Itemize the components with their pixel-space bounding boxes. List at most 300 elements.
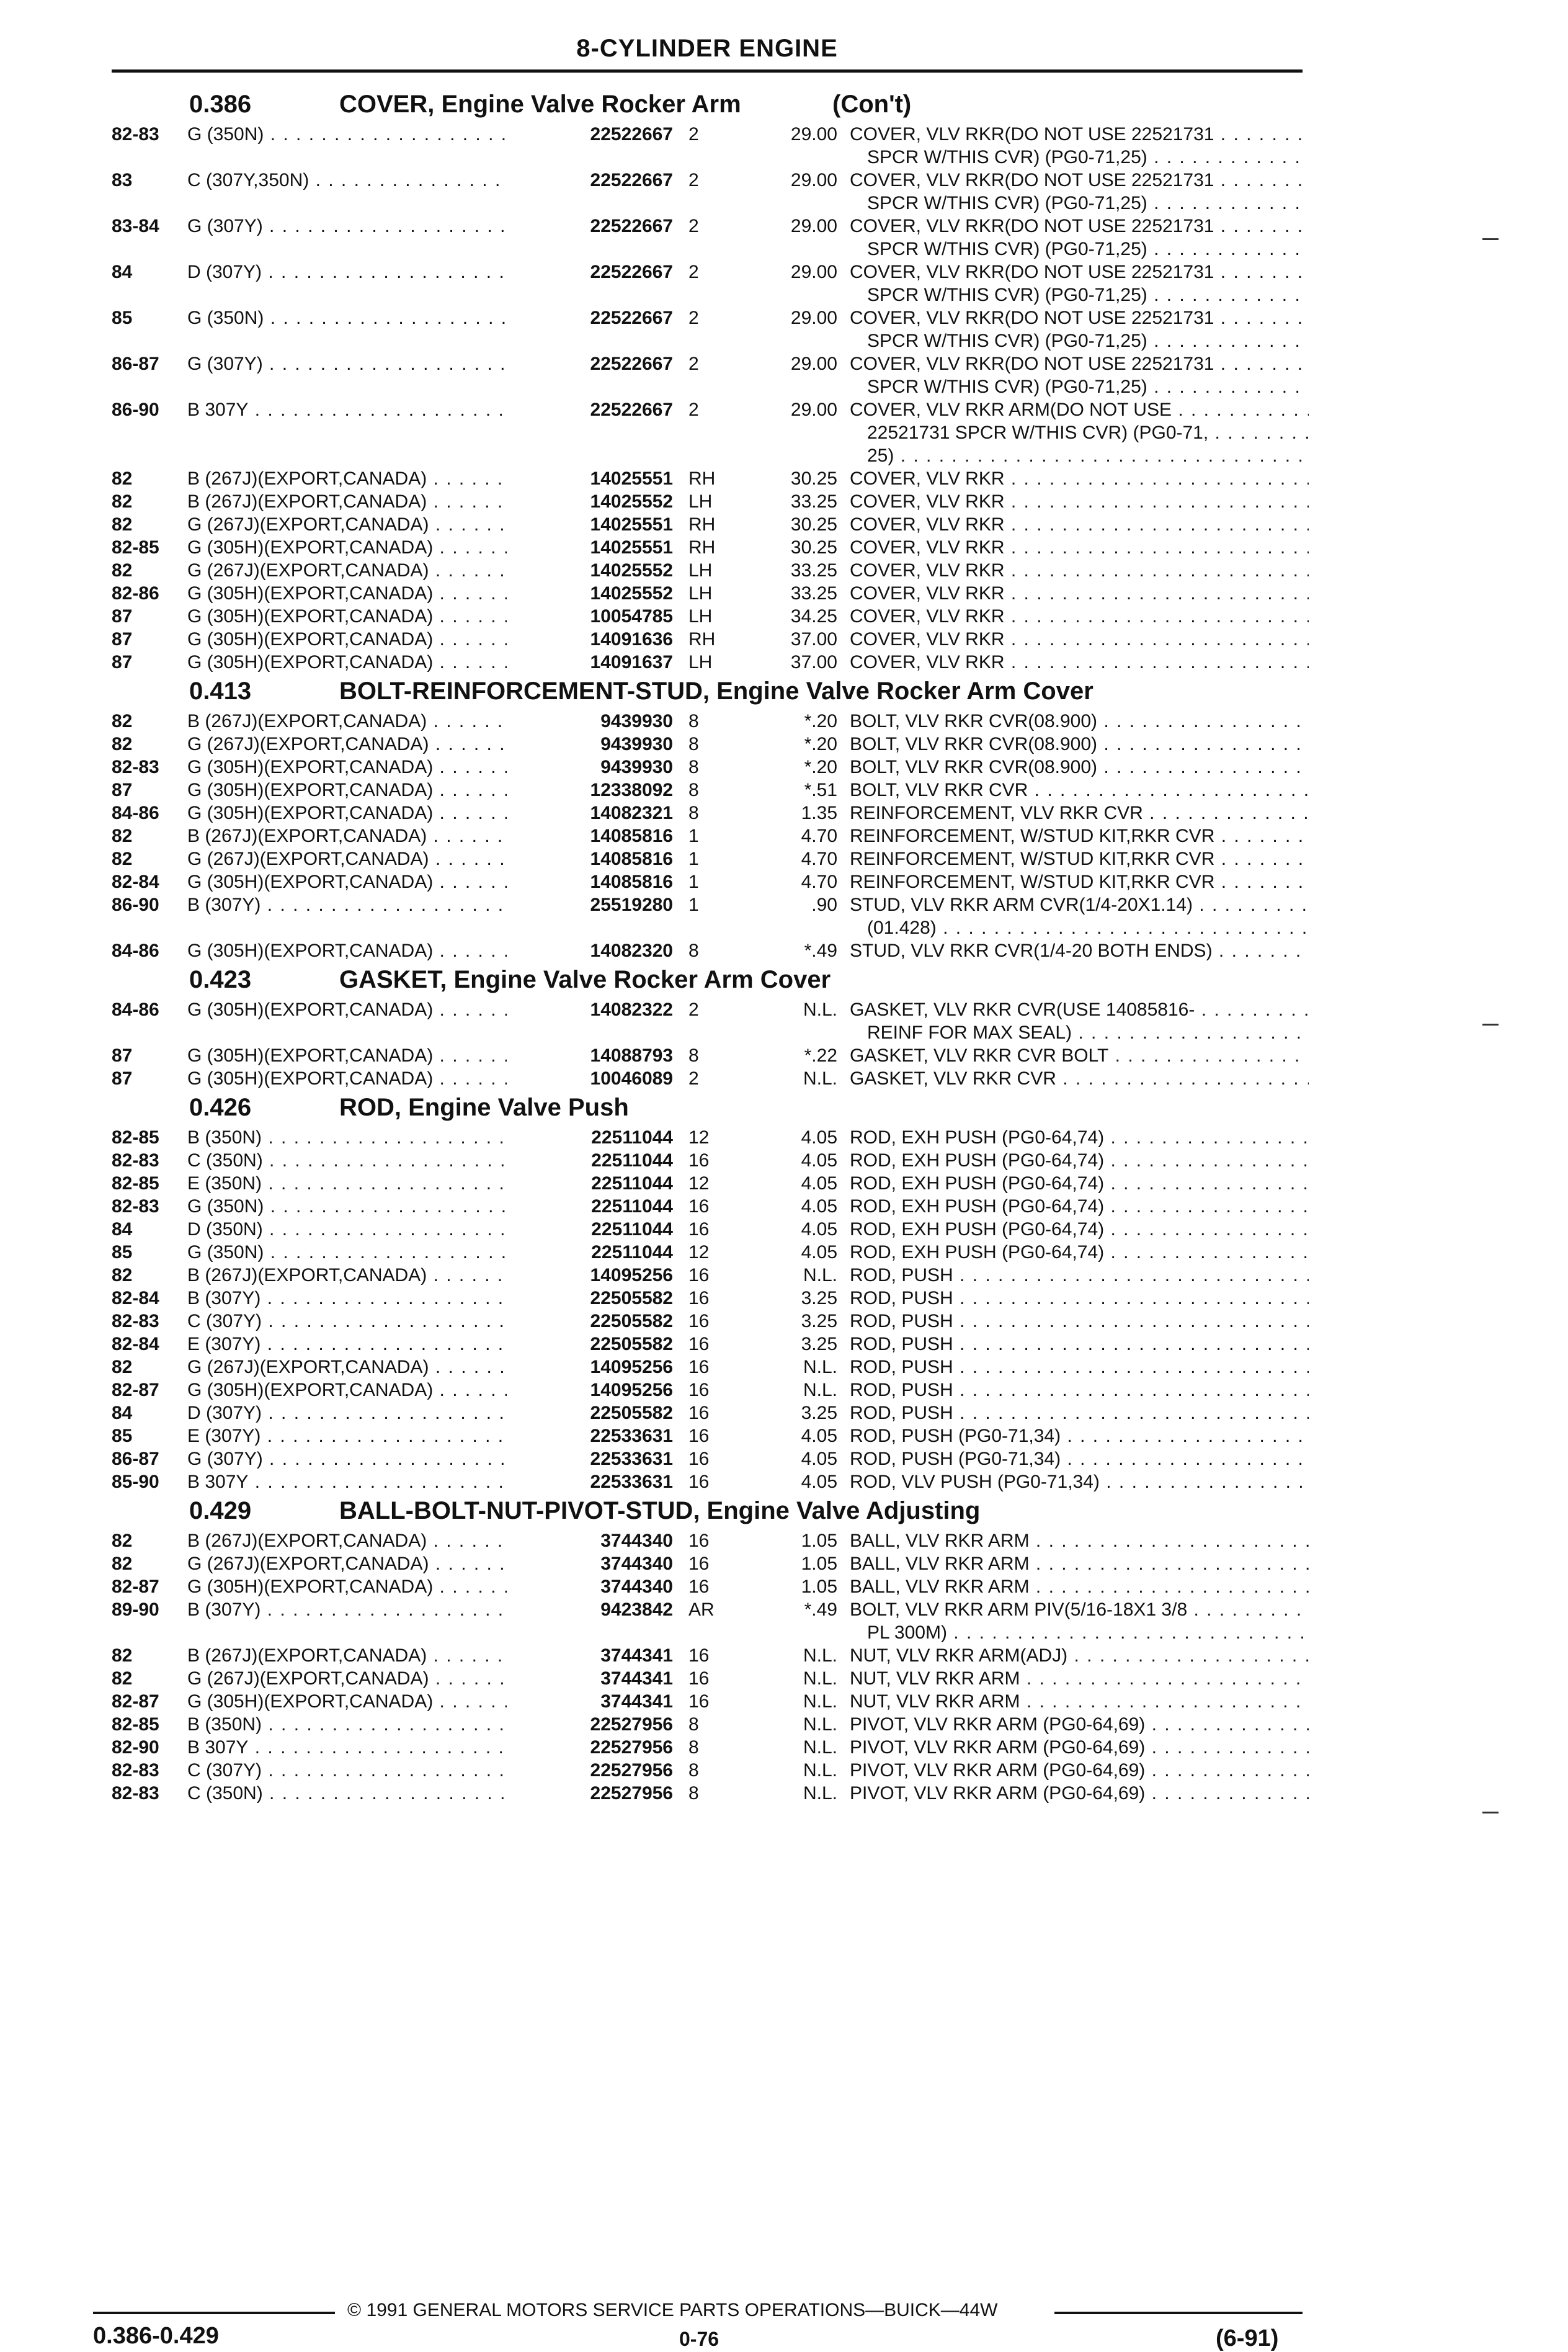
- quantity: 16: [688, 1219, 710, 1240]
- body-engine: G (305H)(EXPORT,CANADA) . . .: [187, 998, 507, 1021]
- footer-page-number: 0-76: [679, 2328, 719, 2350]
- price: 4.05: [801, 1426, 837, 1446]
- part-number: 22527956: [590, 1783, 673, 1804]
- body-engine: G (305H)(EXPORT,CANADA) . . .: [187, 870, 507, 893]
- description-line: COVER, VLV RKR . . .: [850, 651, 1309, 674]
- page-header-title: 8-CYLINDER ENGINE: [576, 35, 838, 62]
- body-engine: G (350N) . . .: [187, 1241, 507, 1264]
- description-line: ROD, PUSH . . .: [850, 1333, 1309, 1356]
- part-description: [850, 1470, 1309, 1493]
- body-engine: G (307Y) . . .: [187, 352, 507, 375]
- part-description: [850, 1644, 1309, 1667]
- body-engine: D (307Y) . . .: [187, 1402, 507, 1424]
- part-number: 14091636: [590, 629, 673, 650]
- margin-mark: [1482, 1812, 1499, 1813]
- price: 29.00: [790, 354, 837, 374]
- part-row: [112, 870, 1309, 893]
- part-description: [850, 1333, 1309, 1356]
- part-row: [112, 1402, 1309, 1424]
- description-line: NUT, VLV RKR ARM . . .: [850, 1667, 1309, 1690]
- part-number: 22511044: [591, 1242, 673, 1263]
- part-row: [112, 710, 1309, 733]
- model-year: 83: [112, 170, 133, 190]
- quantity: 8: [688, 803, 699, 823]
- part-number: 22527956: [590, 1760, 673, 1781]
- model-year: 82: [112, 1668, 133, 1689]
- section-name: COVER, Engine Valve Rocker Arm: [339, 91, 741, 118]
- model-year: 87: [112, 629, 133, 650]
- price: 3.25: [801, 1334, 837, 1354]
- part-number: 14095256: [590, 1380, 673, 1400]
- part-number: 22505582: [590, 1334, 673, 1354]
- model-year: 87: [112, 780, 133, 800]
- section-name: BOLT-REINFORCEMENT-STUD, Engine Valve Rocker Arm Cover: [339, 677, 1094, 705]
- body-engine: G (267J)(EXPORT,CANADA) . . .: [187, 1552, 507, 1575]
- model-year: 82-84: [112, 872, 159, 892]
- part-row: [112, 1287, 1309, 1310]
- price: 29.00: [790, 262, 837, 282]
- price: 37.00: [790, 652, 837, 673]
- body-engine: G (305H)(EXPORT,CANADA) . . .: [187, 802, 507, 825]
- quantity: LH: [688, 583, 713, 604]
- model-year: 82: [112, 491, 133, 512]
- model-year: 82: [112, 468, 133, 489]
- part-row: [112, 1333, 1309, 1356]
- part-description: [850, 998, 1309, 1044]
- quantity: 8: [688, 1045, 699, 1066]
- part-description: [850, 1195, 1309, 1218]
- part-description: [850, 1067, 1309, 1090]
- part-number: 9439930: [600, 757, 673, 777]
- quantity: 12: [688, 1127, 710, 1148]
- model-year: 82-84: [112, 1288, 159, 1308]
- part-row: [112, 651, 1309, 674]
- part-number: 22511044: [591, 1127, 673, 1148]
- model-year: 83-84: [112, 216, 159, 236]
- description-line: COVER, VLV RKR . . .: [850, 582, 1309, 605]
- part-row: [112, 1379, 1309, 1402]
- part-description: [850, 1379, 1309, 1402]
- part-number: 22527956: [590, 1737, 673, 1758]
- description-line: COVER, VLV RKR . . .: [850, 628, 1309, 651]
- description-line: COVER, VLV RKR . . .: [850, 467, 1309, 490]
- model-year: 82-84: [112, 1334, 159, 1354]
- body-engine: B (350N) . . .: [187, 1713, 507, 1736]
- description-line: SPCR W/THIS CVR) (PG0-71,25) . . .: [850, 146, 1309, 169]
- description-line: REINFORCEMENT, W/STUD KIT,RKR CVR . . .: [850, 847, 1309, 870]
- body-engine: G (305H)(EXPORT,CANADA) . . .: [187, 536, 507, 559]
- model-year: 82-83: [112, 124, 159, 145]
- model-year: 84: [112, 1219, 133, 1240]
- price: 33.25: [790, 560, 837, 581]
- body-engine: B (307Y) . . .: [187, 1287, 507, 1310]
- part-row: [112, 169, 1309, 215]
- price: N.L.: [803, 999, 837, 1020]
- part-number: 22533631: [590, 1449, 673, 1469]
- price: 37.00: [790, 629, 837, 650]
- body-engine: B (267J)(EXPORT,CANADA) . . .: [187, 825, 507, 847]
- section-heading: [112, 1493, 1309, 1529]
- part-description: [850, 513, 1309, 536]
- price: 4.05: [801, 1127, 837, 1148]
- quantity: LH: [688, 652, 713, 673]
- part-number: 14082321: [590, 803, 673, 823]
- model-year: 85-90: [112, 1472, 159, 1492]
- description-line: COVER, VLV RKR ARM(DO NOT USE . . .: [850, 398, 1309, 421]
- quantity: 2: [688, 308, 699, 328]
- part-description: [850, 467, 1309, 490]
- body-engine: G (267J)(EXPORT,CANADA) . . .: [187, 1356, 507, 1379]
- model-year: 82-83: [112, 757, 159, 777]
- part-row: [112, 628, 1309, 651]
- part-description: [850, 1241, 1309, 1264]
- description-line: BALL, VLV RKR ARM . . .: [850, 1575, 1309, 1598]
- description-line: SPCR W/THIS CVR) (PG0-71,25) . . .: [850, 375, 1309, 398]
- part-row: [112, 1759, 1309, 1782]
- section-code: 0.429: [189, 1497, 252, 1524]
- model-year: 82: [112, 849, 133, 869]
- price: N.L.: [803, 1691, 837, 1712]
- model-year: 82-83: [112, 1760, 159, 1781]
- body-engine: C (350N) . . .: [187, 1782, 507, 1805]
- quantity: 2: [688, 354, 699, 374]
- quantity: 16: [688, 1334, 710, 1354]
- description-line: ROD, PUSH . . .: [850, 1379, 1309, 1402]
- quantity: 16: [688, 1357, 710, 1377]
- part-number: 22522667: [590, 170, 673, 190]
- quantity: 16: [688, 1472, 710, 1492]
- part-description: [850, 1172, 1309, 1195]
- model-year: 82-83: [112, 1196, 159, 1217]
- model-year: 87: [112, 652, 133, 673]
- part-row: [112, 1552, 1309, 1575]
- description-line: PIVOT, VLV RKR ARM (PG0-64,69) . . .: [850, 1736, 1309, 1759]
- price: 30.25: [790, 537, 837, 558]
- section-name: ROD, Engine Valve Push: [339, 1094, 629, 1121]
- part-number: 9439930: [600, 734, 673, 754]
- part-number: 3744340: [600, 1531, 673, 1551]
- price: N.L.: [803, 1783, 837, 1804]
- part-number: 12338092: [590, 780, 673, 800]
- description-line: ROD, EXH PUSH (PG0-64,74) . . .: [850, 1241, 1309, 1264]
- price: N.L.: [803, 1265, 837, 1286]
- part-row: [112, 733, 1309, 756]
- part-number: 22533631: [590, 1472, 673, 1492]
- part-row: [112, 513, 1309, 536]
- part-number: 22505582: [590, 1403, 673, 1423]
- description-line: PIVOT, VLV RKR ARM (PG0-64,69) . . .: [850, 1759, 1309, 1782]
- description-line: COVER, VLV RKR . . .: [850, 605, 1309, 628]
- price: 34.25: [790, 606, 837, 627]
- quantity: 8: [688, 1760, 699, 1781]
- price: N.L.: [803, 1645, 837, 1666]
- part-row: [112, 1690, 1309, 1713]
- quantity: 8: [688, 780, 699, 800]
- part-description: [850, 1447, 1309, 1470]
- part-description: [850, 1044, 1309, 1067]
- part-number: 22522667: [590, 216, 673, 236]
- part-row: [112, 352, 1309, 398]
- price: 1.35: [801, 803, 837, 823]
- part-row: [112, 559, 1309, 582]
- quantity: 2: [688, 400, 699, 420]
- model-year: 82-87: [112, 1380, 159, 1400]
- body-engine: G (267J)(EXPORT,CANADA) . . .: [187, 733, 507, 756]
- description-line: NUT, VLV RKR ARM(ADJ) . . .: [850, 1644, 1309, 1667]
- footer-rule-left: [93, 2312, 335, 2314]
- description-line: BOLT, VLV RKR CVR . . .: [850, 779, 1309, 802]
- description-line: COVER, VLV RKR(DO NOT USE 22521731 . . .: [850, 261, 1309, 284]
- section-code: 0.386: [189, 91, 252, 118]
- part-description: [850, 398, 1309, 467]
- model-year: 82-87: [112, 1576, 159, 1597]
- quantity: 8: [688, 1737, 699, 1758]
- description-line: ROD, EXH PUSH (PG0-64,74) . . .: [850, 1172, 1309, 1195]
- part-row: [112, 1782, 1309, 1805]
- body-engine: B (307Y) . . .: [187, 893, 507, 916]
- part-number: 14088793: [590, 1045, 673, 1066]
- model-year: 87: [112, 606, 133, 627]
- part-number: 14085816: [590, 826, 673, 846]
- price: 3.25: [801, 1403, 837, 1423]
- part-description: [850, 1575, 1309, 1598]
- section-name: BALL-BOLT-NUT-PIVOT-STUD, Engine Valve Adjusting: [339, 1497, 981, 1524]
- part-number: 22522667: [590, 124, 673, 145]
- margin-mark: [1482, 238, 1499, 240]
- price: 4.70: [801, 826, 837, 846]
- part-description: [850, 1287, 1309, 1310]
- quantity: 8: [688, 757, 699, 777]
- model-year: 82-85: [112, 1173, 159, 1194]
- price: 4.05: [801, 1219, 837, 1240]
- model-year: 82: [112, 1645, 133, 1666]
- body-engine: G (307Y) . . .: [187, 215, 507, 238]
- body-engine: C (350N) . . .: [187, 1149, 507, 1172]
- description-line: SPCR W/THIS CVR) (PG0-71,25) . . .: [850, 238, 1309, 261]
- part-description: [850, 490, 1309, 513]
- model-year: 82-90: [112, 1737, 159, 1758]
- part-description: [850, 1667, 1309, 1690]
- part-row: [112, 467, 1309, 490]
- description-line: COVER, VLV RKR . . .: [850, 490, 1309, 513]
- price: N.L.: [803, 1380, 837, 1400]
- part-number: 14095256: [590, 1357, 673, 1377]
- model-year: 82: [112, 514, 133, 535]
- part-number: 10046089: [590, 1068, 673, 1089]
- section-heading: [112, 962, 1309, 998]
- price: *.49: [804, 1599, 837, 1620]
- body-engine: C (307Y,350N) . . .: [187, 169, 507, 192]
- body-engine: G (305H)(EXPORT,CANADA) . . .: [187, 756, 507, 779]
- quantity: 16: [688, 1196, 710, 1217]
- part-description: [850, 1218, 1309, 1241]
- part-row: [112, 1667, 1309, 1690]
- description-line: COVER, VLV RKR(DO NOT USE 22521731 . . .: [850, 352, 1309, 375]
- part-description: [850, 582, 1309, 605]
- margin-mark: [1482, 1024, 1499, 1026]
- price: N.L.: [803, 1068, 837, 1089]
- part-description: [850, 1690, 1309, 1713]
- description-line: REINFORCEMENT, W/STUD KIT,RKR CVR . . .: [850, 825, 1309, 847]
- part-description: [850, 1424, 1309, 1447]
- part-number: 22527956: [590, 1714, 673, 1735]
- part-number: 9439930: [600, 711, 673, 731]
- part-description: [850, 169, 1309, 215]
- part-row: [112, 1241, 1309, 1264]
- part-number: 22511044: [591, 1219, 673, 1240]
- part-row: [112, 756, 1309, 779]
- part-row: [112, 998, 1309, 1044]
- part-row: [112, 1470, 1309, 1493]
- body-engine: G (305H)(EXPORT,CANADA) . . .: [187, 1379, 507, 1402]
- description-line: PIVOT, VLV RKR ARM (PG0-64,69) . . .: [850, 1713, 1309, 1736]
- part-number: 14025552: [590, 491, 673, 512]
- body-engine: G (305H)(EXPORT,CANADA) . . .: [187, 1575, 507, 1598]
- part-description: [850, 1402, 1309, 1424]
- price: N.L.: [803, 1357, 837, 1377]
- quantity: 16: [688, 1288, 710, 1308]
- body-engine: G (305H)(EXPORT,CANADA) . . .: [187, 1044, 507, 1067]
- quantity: 1: [688, 849, 699, 869]
- description-line: NUT, VLV RKR ARM . . .: [850, 1690, 1309, 1713]
- model-year: 82: [112, 560, 133, 581]
- model-year: 82-85: [112, 537, 159, 558]
- quantity: LH: [688, 491, 713, 512]
- price: N.L.: [803, 1760, 837, 1781]
- part-number: 14091637: [590, 652, 673, 673]
- body-engine: E (350N) . . .: [187, 1172, 507, 1195]
- price: 4.70: [801, 872, 837, 892]
- description-line: BALL, VLV RKR ARM . . .: [850, 1552, 1309, 1575]
- price: 33.25: [790, 491, 837, 512]
- quantity: 12: [688, 1173, 710, 1194]
- description-line: ROD, EXH PUSH (PG0-64,74) . . .: [850, 1218, 1309, 1241]
- part-description: [850, 893, 1309, 939]
- description-line: ROD, PUSH . . .: [850, 1356, 1309, 1379]
- description-line: ROD, PUSH . . .: [850, 1402, 1309, 1424]
- part-number: 3744341: [600, 1691, 673, 1712]
- description-line: ROD, PUSH . . .: [850, 1310, 1309, 1333]
- model-year: 84-86: [112, 999, 159, 1020]
- part-description: [850, 261, 1309, 306]
- body-engine: G (350N) . . .: [187, 123, 507, 146]
- quantity: 2: [688, 216, 699, 236]
- body-engine: C (307Y) . . .: [187, 1759, 507, 1782]
- description-line: PL 300M) . . .: [850, 1621, 1309, 1644]
- body-engine: E (307Y) . . .: [187, 1333, 507, 1356]
- quantity: 16: [688, 1403, 710, 1423]
- model-year: 82: [112, 1531, 133, 1551]
- model-year: 85: [112, 1426, 133, 1446]
- quantity: 16: [688, 1150, 710, 1171]
- part-description: [850, 710, 1309, 733]
- model-year: 85: [112, 308, 133, 328]
- part-number: 10054785: [590, 606, 673, 627]
- price: *.22: [804, 1045, 837, 1066]
- part-row: [112, 1044, 1309, 1067]
- quantity: 2: [688, 262, 699, 282]
- model-year: 89-90: [112, 1599, 159, 1620]
- part-number: 22522667: [590, 354, 673, 374]
- description-line: BOLT, VLV RKR CVR(08.900) . . .: [850, 710, 1309, 733]
- description-line: COVER, VLV RKR . . .: [850, 513, 1309, 536]
- section-code: 0.423: [189, 966, 252, 993]
- part-row: [112, 605, 1309, 628]
- description-line: COVER, VLV RKR . . .: [850, 536, 1309, 559]
- body-engine: G (305H)(EXPORT,CANADA) . . .: [187, 939, 507, 962]
- section-code: 0.426: [189, 1094, 252, 1121]
- quantity: 16: [688, 1668, 710, 1689]
- price: 4.05: [801, 1472, 837, 1492]
- body-engine: C (307Y) . . .: [187, 1310, 507, 1333]
- part-number: 3744340: [600, 1576, 673, 1597]
- body-engine: B 307Y . . .: [187, 1736, 507, 1759]
- quantity: 1: [688, 895, 699, 915]
- part-number: 22522667: [590, 400, 673, 420]
- part-description: [850, 1759, 1309, 1782]
- part-row: [112, 1644, 1309, 1667]
- part-description: [850, 123, 1309, 169]
- part-row: [112, 1598, 1309, 1644]
- part-description: [850, 605, 1309, 628]
- part-description: [850, 1598, 1309, 1644]
- description-line: COVER, VLV RKR . . .: [850, 559, 1309, 582]
- price: 29.00: [790, 170, 837, 190]
- quantity: LH: [688, 560, 713, 581]
- part-description: [850, 939, 1309, 962]
- body-engine: B (307Y) . . .: [187, 1598, 507, 1621]
- part-number: 22522667: [590, 262, 673, 282]
- model-year: 82: [112, 711, 133, 731]
- part-description: [850, 536, 1309, 559]
- body-engine: G (305H)(EXPORT,CANADA) . . .: [187, 1690, 507, 1713]
- part-row: [112, 847, 1309, 870]
- body-engine: G (305H)(EXPORT,CANADA) . . .: [187, 651, 507, 674]
- price: 29.00: [790, 124, 837, 145]
- description-line: ROD, EXH PUSH (PG0-64,74) . . .: [850, 1195, 1309, 1218]
- quantity: 2: [688, 170, 699, 190]
- description-line: REINFORCEMENT, W/STUD KIT,RKR CVR . . .: [850, 870, 1309, 893]
- quantity: 8: [688, 734, 699, 754]
- description-line: ROD, VLV PUSH (PG0-71,34) . . .: [850, 1470, 1309, 1493]
- quantity: 8: [688, 1714, 699, 1735]
- quantity: 8: [688, 1783, 699, 1804]
- body-engine: G (305H)(EXPORT,CANADA) . . .: [187, 779, 507, 802]
- part-row: [112, 1713, 1309, 1736]
- part-number: 14025552: [590, 560, 673, 581]
- description-line: REINFORCEMENT, VLV RKR CVR . . .: [850, 802, 1309, 825]
- description-line: 22521731 SPCR W/THIS CVR) (PG0-71, . . .: [850, 421, 1309, 444]
- model-year: 84-86: [112, 941, 159, 961]
- model-year: 82: [112, 826, 133, 846]
- price: 33.25: [790, 583, 837, 604]
- part-description: [850, 1529, 1309, 1552]
- description-line: COVER, VLV RKR(DO NOT USE 22521731 . . .: [850, 123, 1309, 146]
- part-row: [112, 779, 1309, 802]
- description-line: 25) . . .: [850, 444, 1309, 467]
- description-line: SPCR W/THIS CVR) (PG0-71,25) . . .: [850, 192, 1309, 215]
- footer-copyright: © 1991 GENERAL MOTORS SERVICE PARTS OPERATIONS—BUICK—44W: [347, 2300, 998, 2320]
- price: 29.00: [790, 308, 837, 328]
- part-description: [850, 756, 1309, 779]
- model-year: 82-87: [112, 1691, 159, 1712]
- body-engine: G (267J)(EXPORT,CANADA) . . .: [187, 1667, 507, 1690]
- part-row: [112, 1310, 1309, 1333]
- quantity: 16: [688, 1645, 710, 1666]
- description-line: GASKET, VLV RKR CVR(USE 14085816- . . .: [850, 998, 1309, 1021]
- body-engine: G (350N) . . .: [187, 1195, 507, 1218]
- part-number: 14082322: [590, 999, 673, 1020]
